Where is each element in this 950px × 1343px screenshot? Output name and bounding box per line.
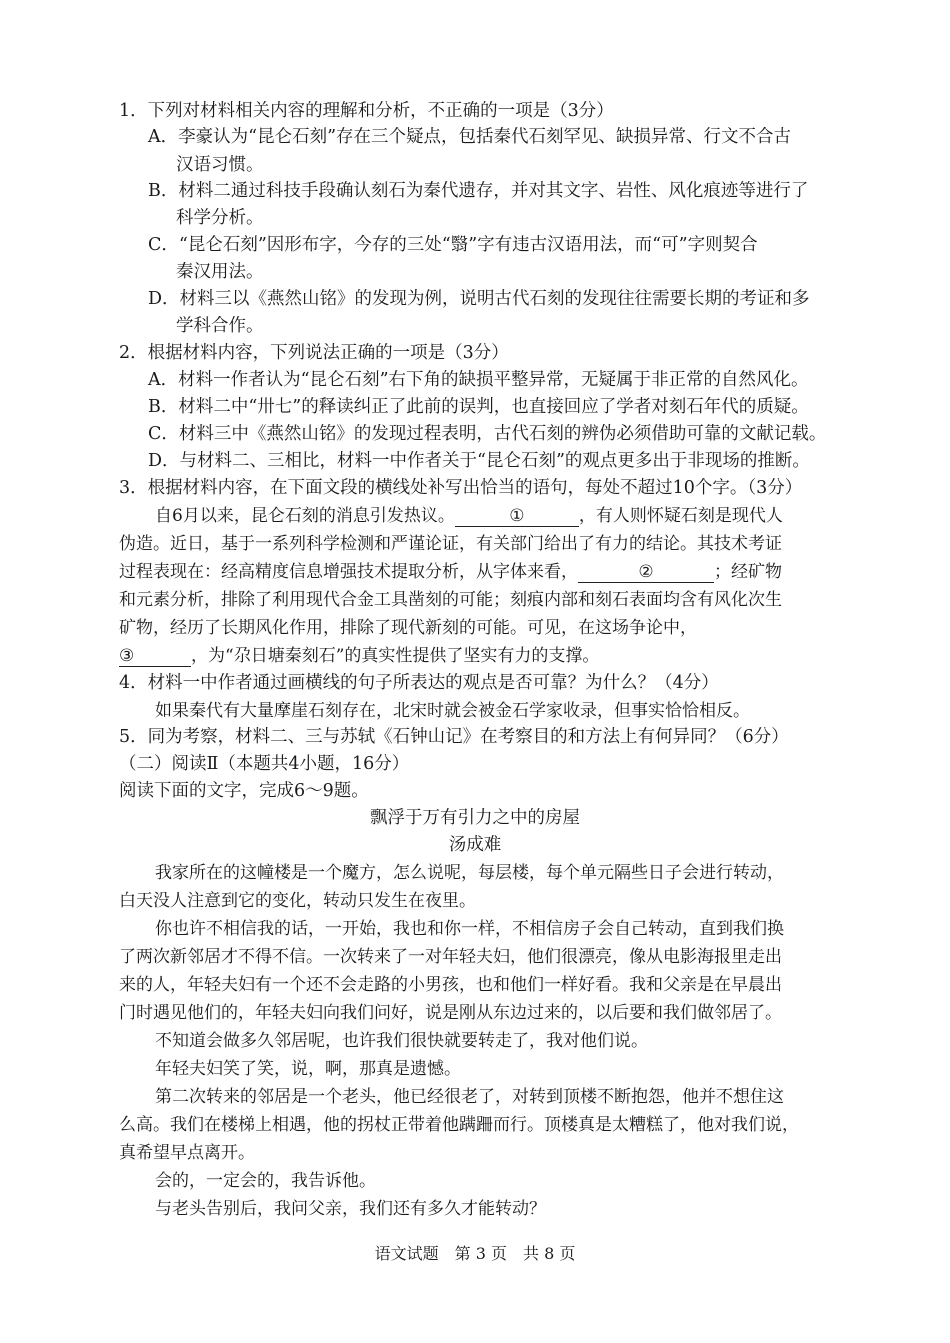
page-footer: 语文试题 第 3 页 共 8 页 bbox=[374, 1244, 576, 1263]
blank-2: ② bbox=[578, 562, 714, 583]
section-title: （二）阅读Ⅱ（本题共4小题，16分） bbox=[119, 754, 410, 774]
q3-text: ，有人则怀疑石刻是现代人 bbox=[578, 506, 783, 526]
story-paragraph: 第二次转来的邻居是一个老头，他已经很老了，对转到顶楼不断抱怨，他并不想住这 bbox=[155, 1087, 784, 1107]
story-author: 汤成难 bbox=[448, 835, 502, 855]
q1-stem: 1．下列对材料相关内容的理解和分析，不正确的一项是（3分） bbox=[119, 101, 614, 121]
story-paragraph: 年轻夫妇笑了笑，说，啊，那真是遗憾。 bbox=[155, 1059, 461, 1079]
q3-text: 过程表现在：经高精度信息增强技术提取分析，从字体来看， bbox=[119, 562, 578, 582]
q1-option-d-line2: 学科合作。 bbox=[176, 316, 264, 336]
story-paragraph: 来的人，年轻夫妇有一个还不会走路的小男孩，也和他们一样好看。我和父亲是在早晨出 bbox=[119, 975, 782, 995]
blank-1: ① bbox=[455, 506, 579, 527]
q3-text: ，为“尕日塘秦刻石”的真实性提供了坚实有力的支撑。 bbox=[191, 646, 600, 666]
q3-text: 自6月以来，昆仑石刻的消息引发热议。 bbox=[155, 506, 455, 526]
q3-passage-line4: 和元素分析，排除了利用现代合金工具凿刻的可能；刻痕内部和刻石表面均含有风化次生 bbox=[119, 590, 782, 610]
q1-option-a-line1: A．李豪认为“昆仑石刻”存在三个疑点，包括秦代石刻罕见、缺损异常、行文不合古 bbox=[148, 127, 792, 147]
q1-option-c-line1: C．“昆仑石刻”因形布字，今存的三处“翳”字有违古汉语用法，而“可”字则契合 bbox=[148, 235, 758, 255]
q3-passage-line6 bbox=[119, 643, 599, 669]
q3-passage-line2: 伪造。近日，基于一系列科学检测和严谨论证，有关部门给出了有力的结论。其技术考证 bbox=[119, 534, 782, 554]
q1-option-c-line2: 秦汉用法。 bbox=[176, 262, 264, 282]
story-paragraph: 白天没人注意到它的变化，转动只发生在夜里。 bbox=[119, 891, 476, 911]
q3-passage-line5: 矿物，经历了长期风化作用，排除了现代新刻的可能。可见，在这场争论中， bbox=[119, 618, 697, 638]
story-paragraph: 么高。我们在楼梯上相遇，他的拐杖正带着他蹒跚而行。顶楼真是太糟糕了，他对我们说， bbox=[119, 1115, 799, 1135]
story-paragraph: 不知道会做多久邻居呢，也许我们很快就要转走了，我对他们说。 bbox=[155, 1031, 648, 1051]
section-instruction: 阅读下面的文字，完成6～9题。 bbox=[119, 781, 369, 801]
story-paragraph: 与老头告别后，我问父亲，我们还有多久才能转动？ bbox=[155, 1199, 546, 1219]
q1-option-d-line1: D．材料三以《燕然山铭》的发现为例，说明古代石刻的发现往往需要长期的考证和多 bbox=[148, 289, 810, 309]
q5-stem: 5．同为考察，材料二、三与苏轼《石钟山记》在考察目的和方法上有何异同？（6分） bbox=[119, 727, 789, 747]
story-paragraph: 真希望早点离开。 bbox=[119, 1143, 255, 1163]
q1-option-a-line2: 汉语习惯。 bbox=[176, 155, 264, 175]
story-paragraph: 了两次新邻居才不得不信。一次转来了一对年轻夫妇，他们很漂亮，像从电影海报里走出 bbox=[119, 947, 782, 967]
q2-option-a: A．材料一作者认为“昆仑石刻”右下角的缺损平整异常，无疑属于非正常的自然风化。 bbox=[148, 370, 809, 390]
q4-quote: 如果秦代有大量摩崖石刻存在，北宋时就会被金石学家收录，但事实恰恰相反。 bbox=[155, 701, 750, 721]
q4-stem: 4．材料一中作者通过画横线的句子所表达的观点是否可靠？为什么？（4分） bbox=[119, 673, 719, 693]
q2-option-d: D．与材料二、三相比，材料一中作者关于“昆仑石刻”的观点更多出于非现场的推断。 bbox=[148, 451, 810, 471]
q1-option-b-line2: 科学分析。 bbox=[176, 208, 264, 228]
q2-stem: 2．根据材料内容，下列说法正确的一项是（3分） bbox=[119, 343, 509, 363]
story-paragraph: 你也许不相信我的话，一开始，我也和你一样，不相信房子会自己转动，直到我们换 bbox=[155, 919, 784, 939]
q1-option-b-line1: B．材料二通过科技手段确认刻石为秦代遗存，并对其文字、岩性、风化痕迹等进行了 bbox=[148, 181, 809, 201]
q3-passage-line1 bbox=[155, 503, 783, 529]
q3-stem: 3．根据材料内容，在下面文段的横线处补写出恰当的语句，每处不超过10个字。（3分） bbox=[119, 478, 803, 498]
story-paragraph: 我家所在的这幢楼是一个魔方，怎么说呢，每层楼，每个单元隔些日子会进行转动， bbox=[155, 863, 784, 883]
story-paragraph: 门时遇见他们的，年轻夫妇向我们问好，说是刚从东边过来的，以后要和我们做邻居了。 bbox=[119, 1003, 782, 1023]
story-title: 飘浮于万有引力之中的房屋 bbox=[370, 808, 580, 828]
q2-option-b: B．材料二中“卅七”的释读纠正了此前的误判，也直接回应了学者对刻石年代的质疑。 bbox=[148, 397, 809, 417]
q3-text: ；经矿物 bbox=[714, 562, 782, 582]
story-paragraph: 会的，一定会的，我告诉他。 bbox=[155, 1171, 376, 1191]
blank-3: ③ bbox=[119, 646, 191, 667]
q3-passage-line3 bbox=[119, 559, 782, 585]
q2-option-c: C．材料三中《燕然山铭》的发现过程表明，古代石刻的辨伪必须借助可靠的文献记载。 bbox=[148, 424, 827, 444]
